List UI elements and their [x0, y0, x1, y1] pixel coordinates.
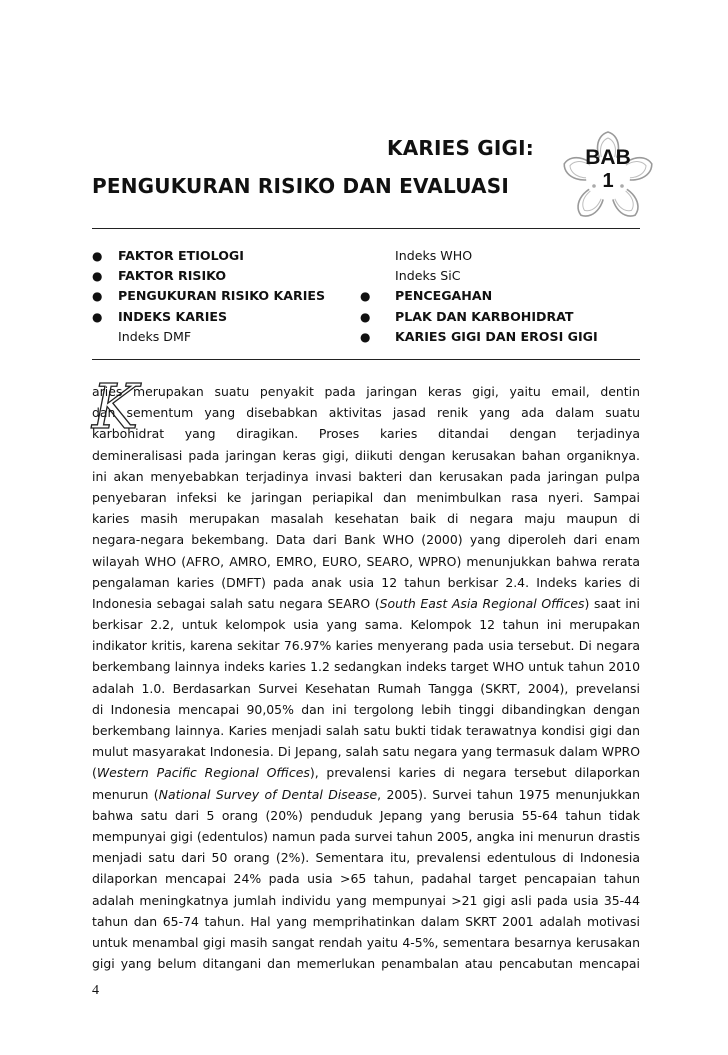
topic-item: ● INDEKS KARIES — [92, 308, 228, 324]
topic-subitem: Indeks SiC — [395, 268, 461, 284]
text-line: dan sementum yang disebabkan aktivitas jasad renik yang ada dalam suatu — [92, 405, 640, 421]
bottom-divider — [92, 359, 640, 360]
text-line: (Western Pacific Regional Offices), prevalensi karies di negara tersebut dilaporkan — [92, 765, 640, 781]
topic-item: ● FAKTOR ETIOLOGI — [92, 248, 244, 263]
topic-item: ● PENGUKURAN RISIKO KARIES — [92, 288, 326, 304]
text-line: berkembang lainnya indeks karies 1.2 sedangkan indeks target WHO untuk tahun 2010 — [92, 659, 640, 675]
text-line: pengalaman karies (DMFT) pada anak usia 12 tahun berkisar 2.4. Indeks karies di — [92, 574, 640, 590]
chapter-title-line1: KARIES GIGI: — [387, 136, 534, 160]
text-line: tahun dan 65-74 tahun. Hal yang memprihatinkan dalam SKRT 2001 adalah motivasi — [92, 913, 640, 929]
topic-list-left — [92, 246, 352, 347]
drop-cap: K — [92, 370, 139, 443]
topic-subitem: Indeks DMF — [118, 328, 192, 344]
topic-item: ● PLAK DAN KARBOHIDRAT — [360, 308, 574, 324]
text-line: untuk menambal gigi masih sangat rendah yaitu 4-5%, sementara besarnya kerusakan — [92, 934, 640, 950]
text-line: adalah meningkatnya jumlah individu yang mempunyai >21 gigi asli pada usia 35-44 — [92, 892, 640, 908]
text-line: negara-negara bekembang. Data dari Bank WHO (2000) yang diperoleh dari enam — [92, 532, 640, 548]
text-line: gigi yang belum ditangani dan memerlukan penambalan atau pencabutan mencapai — [92, 956, 640, 972]
text-line: indikator kritis, karena sekitar 76.97% karies menyerang pada usia tersebut. Di negara — [92, 638, 640, 654]
chapter-title-line2: PENGUKURAN RISIKO DAN EVALUASI — [92, 174, 509, 198]
topic-item: ● FAKTOR RISIKO — [92, 268, 227, 284]
top-divider — [92, 228, 640, 229]
text-line: penyebaran infeksi ke jaringan periapikal dan menimbulkan rasa nyeri. Sampai — [92, 489, 640, 505]
text-line: dilaporkan mencapai 24% pada usia >65 tahun, padahal target pencapaian tahun — [92, 871, 640, 887]
topic-subitem: Indeks WHO — [395, 248, 473, 263]
page-number: 4 — [92, 983, 99, 998]
text-line: aries merupakan suatu penyakit pada jaringan keras gigi, yaitu email, dentin — [92, 384, 640, 399]
text-line: karies masih merupakan masalah kesehatan baik di negara maju maupun di — [92, 511, 640, 527]
badge-number: 1 — [602, 170, 614, 192]
text-line: demineralisasi pada jaringan keras gigi, diikuti dengan kerusakan bahan organiknya. — [92, 447, 640, 463]
topic-item: ● KARIES GIGI DAN EROSI GIGI — [360, 328, 598, 344]
text-line: menjadi satu dari 50 orang (2%). Sementara itu, prevalensi edentulous di Indonesia — [92, 850, 640, 866]
text-line: Indonesia sebagai salah satu negara SEARO (South East Asia Regional Offices) saat ini — [92, 595, 640, 611]
topic-item: ● PENCEGAHAN — [360, 288, 493, 304]
chapter-badge — [558, 128, 658, 228]
text-line: berkisar 2.2, untuk kelompok usia yang sama. Kelompok 12 tahun ini merupakan — [92, 617, 640, 633]
text-line: mulut masyarakat Indonesia. Di Jepang, salah satu negara yang termasuk dalam WPRO — [92, 744, 640, 760]
text-line: wilayah WHO (AFRO, AMRO, EMRO, EURO, SEARO, WPRO) menunjukkan bahwa rerata — [92, 553, 640, 569]
text-line: adalah 1.0. Berdasarkan Survei Kesehatan Rumah Tangga (SKRT, 2004), prevelansi — [92, 680, 640, 696]
text-line: ini akan menyebabkan terjadinya invasi bakteri dan kerusakan pada jaringan pulpa — [92, 468, 640, 484]
body-paragraph — [92, 381, 640, 974]
text-line: menurun (National Survey of Dental Disease, 2005). Survei tahun 1975 menunjukkan — [92, 786, 640, 802]
text-line: bahwa satu dari 5 orang (20%) penduduk Jepang yang berusia 55-64 tahun tidak — [92, 807, 640, 823]
topic-list-right — [360, 246, 650, 347]
text-line: karbohidrat yang diragikan. Proses karies ditandai dengan terjadinya — [92, 426, 640, 442]
text-line: berkembang lainnya. Karies menjadi salah satu bukti tidak terawatnya kondisi gigi dan — [92, 723, 640, 738]
badge-label: BAB — [585, 146, 631, 169]
text-line: mempunyai gigi (edentulos) namun pada survei tahun 2005, angka ini menurun drastis — [92, 828, 640, 844]
text-line: di Indonesia mencapai 90,05% dan ini tergolong lebih tinggi dibandingkan dengan — [92, 701, 640, 717]
